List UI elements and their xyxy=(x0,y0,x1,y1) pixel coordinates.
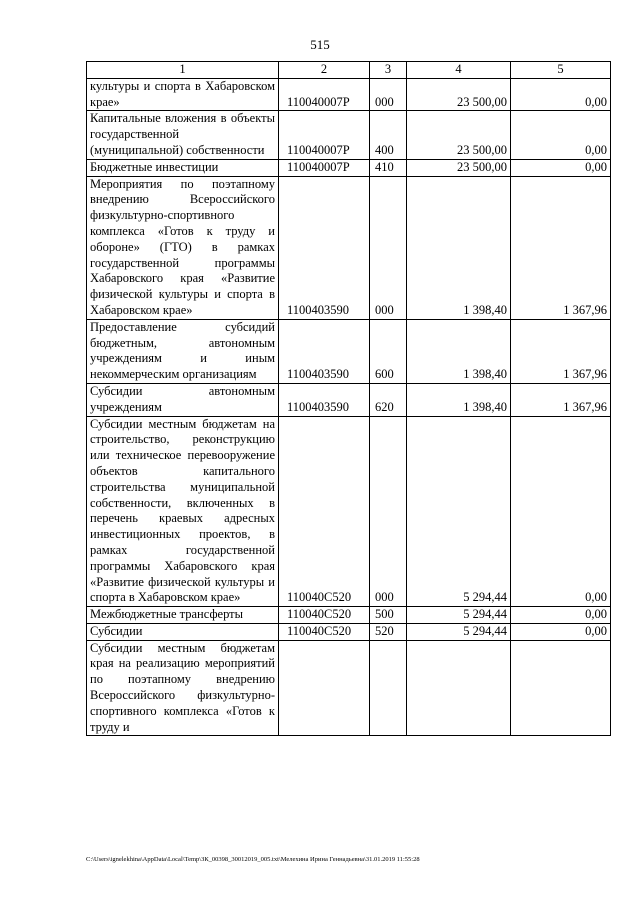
row-expense-type: 000 xyxy=(370,416,407,607)
row-target-code: 110040С520 xyxy=(279,416,370,607)
table-row xyxy=(87,159,611,176)
row-target-code: 110040007Р xyxy=(279,111,370,159)
column-header: 3 xyxy=(370,62,407,79)
row-description: Субсидии xyxy=(87,623,279,640)
row-amount-1: 5 294,44 xyxy=(407,623,511,640)
row-amount-1: 23 500,00 xyxy=(407,111,511,159)
row-amount-2: 0,00 xyxy=(511,416,611,607)
table-row xyxy=(87,623,611,640)
row-description: Капитальные вложения в объекты государственной (муниципальной) собственности xyxy=(87,111,279,159)
row-amount-1: 1 398,40 xyxy=(407,319,511,383)
row-amount-2 xyxy=(511,640,611,736)
row-description: Межбюджетные трансферты xyxy=(87,607,279,624)
table-row xyxy=(87,319,611,383)
column-header: 2 xyxy=(279,62,370,79)
row-amount-2: 1 367,96 xyxy=(511,383,611,416)
row-amount-2: 0,00 xyxy=(511,623,611,640)
table-row xyxy=(87,640,611,736)
column-header: 5 xyxy=(511,62,611,79)
column-header: 4 xyxy=(407,62,511,79)
row-amount-2: 0,00 xyxy=(511,111,611,159)
row-amount-1: 1 398,40 xyxy=(407,383,511,416)
row-description: Предоставление субсидий бюджетным, автономным учреждениям и иным некоммерческим организациям xyxy=(87,319,279,383)
table-row xyxy=(87,607,611,624)
row-expense-type: 400 xyxy=(370,111,407,159)
table-row xyxy=(87,111,611,159)
table-row xyxy=(87,416,611,607)
row-description: Субсидии автономным учреждениям xyxy=(87,383,279,416)
row-amount-1: 1 398,40 xyxy=(407,176,511,319)
row-target-code: 1100403590 xyxy=(279,383,370,416)
row-target-code: 1100403590 xyxy=(279,319,370,383)
row-amount-2: 0,00 xyxy=(511,78,611,111)
row-description: Субсидии местным бюджетам на строительство, реконструкцию или техническое перевооружение объектов капитального строительства муниципальной собственности, включенных в перечень краевых адресных инвестиционных проектов, в рамках государственной программы Хабаровского края «Развитие физической культуры и спорта в Хабаровском крае» xyxy=(87,416,279,607)
row-expense-type: 600 xyxy=(370,319,407,383)
row-expense-type: 620 xyxy=(370,383,407,416)
row-amount-2: 0,00 xyxy=(511,607,611,624)
row-target-code: 110040С520 xyxy=(279,623,370,640)
table-row xyxy=(87,78,611,111)
table-row xyxy=(87,176,611,319)
table-row xyxy=(87,383,611,416)
row-expense-type: 500 xyxy=(370,607,407,624)
row-description: культуры и спорта в Хабаровском крае» xyxy=(87,78,279,111)
row-target-code: 110040007Р xyxy=(279,78,370,111)
row-amount-1: 5 294,44 xyxy=(407,416,511,607)
budget-table xyxy=(86,61,611,736)
row-description: Субсидии местным бюджетам края на реализацию мероприятий по поэтапному внедрению Всероссийского физкультурно-спортивного комплекса «Готов к труду и xyxy=(87,640,279,736)
row-expense-type: 000 xyxy=(370,176,407,319)
row-target-code xyxy=(279,640,370,736)
row-description: Мероприятия по поэтапному внедрению Всероссийского физкультурно-спортивного комплекса «Готов к труду и обороне» (ГТО) в рамках государственной программы Хабаровского края «Развитие физической культуры и спорта в Хабаровском крае» xyxy=(87,176,279,319)
row-amount-2: 1 367,96 xyxy=(511,319,611,383)
table-header-row xyxy=(87,62,611,79)
row-amount-1: 5 294,44 xyxy=(407,607,511,624)
row-expense-type xyxy=(370,640,407,736)
page-number: 515 xyxy=(310,37,330,52)
column-header: 1 xyxy=(87,62,279,79)
row-target-code: 110040С520 xyxy=(279,607,370,624)
row-amount-1: 23 500,00 xyxy=(407,78,511,111)
file-path-footer: C:\Users\ignelekhina\AppData\Local\Temp\ЗК_00398_30012019_005.txt\Мелехина Ирина Геннадьевна\31.01.2019 11:55:28 xyxy=(86,856,420,863)
row-amount-1: 23 500,00 xyxy=(407,159,511,176)
row-expense-type: 000 xyxy=(370,78,407,111)
row-description: Бюджетные инвестиции xyxy=(87,159,279,176)
row-amount-2: 0,00 xyxy=(511,159,611,176)
row-target-code: 1100403590 xyxy=(279,176,370,319)
row-amount-1 xyxy=(407,640,511,736)
row-expense-type: 410 xyxy=(370,159,407,176)
row-amount-2: 1 367,96 xyxy=(511,176,611,319)
row-target-code: 110040007Р xyxy=(279,159,370,176)
row-expense-type: 520 xyxy=(370,623,407,640)
